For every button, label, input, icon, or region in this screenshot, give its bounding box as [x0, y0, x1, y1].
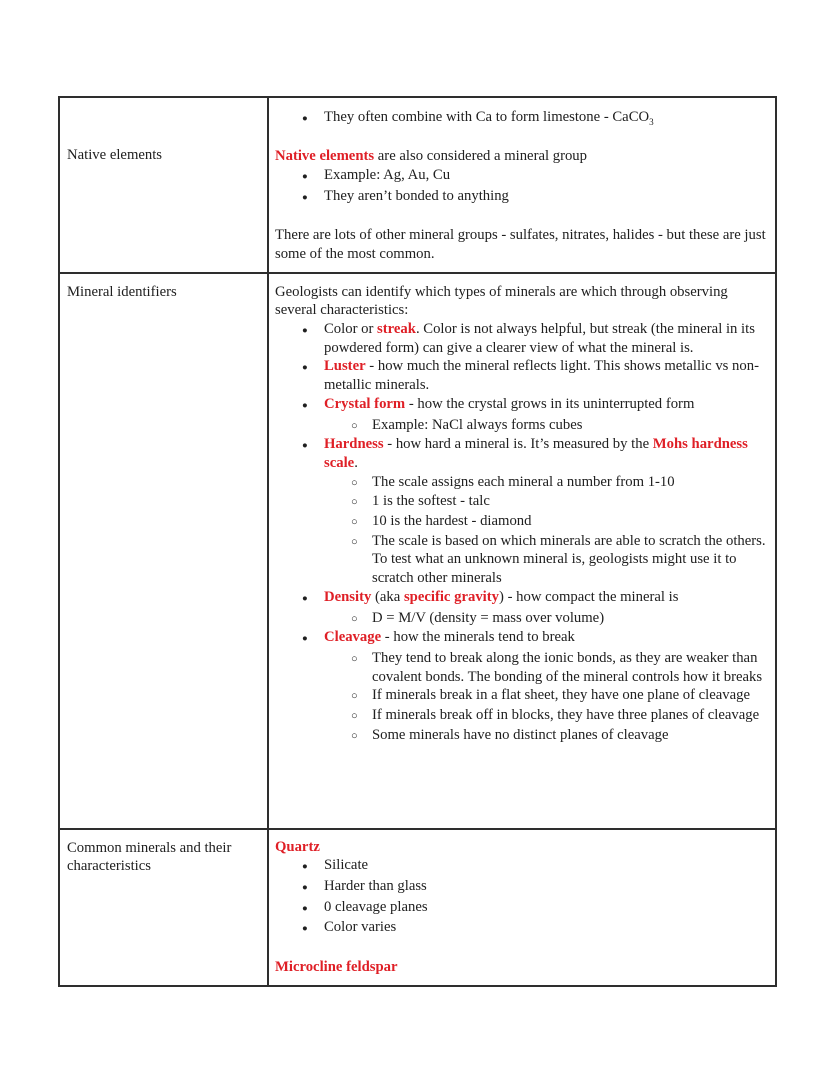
- text-content: [324, 628, 767, 647]
- text-content: [275, 839, 320, 855]
- text-run: Example: NaCl always forms cubes: [372, 416, 583, 433]
- sub-bullet-item: [275, 532, 767, 588]
- bullet-item: [275, 898, 767, 919]
- table-row: [60, 830, 775, 985]
- text-run: The scale assigns each mineral a number from 1-10: [372, 473, 675, 490]
- row-label-cell: [60, 98, 269, 272]
- text-run: - how much the mineral reflects light. This shows metallic vs non-metallic minerals.: [324, 358, 759, 394]
- sub-bullet-item: [275, 416, 767, 436]
- bullet-icon: ●: [302, 326, 308, 336]
- key-term: streak: [377, 321, 416, 337]
- text-run: .: [354, 454, 358, 471]
- blank-line: [275, 129, 767, 148]
- circle-icon: ○: [351, 729, 358, 742]
- sub-bullet-item: [275, 492, 767, 512]
- bullet-item: [275, 628, 767, 649]
- text-run: - how hard a mineral is. It’s measured by the: [383, 436, 653, 453]
- bullet-icon: ●: [302, 924, 308, 935]
- text-content: [372, 609, 767, 628]
- circle-icon: ○: [351, 516, 358, 529]
- text-run: 1 is the softest - talc: [372, 493, 490, 510]
- row-content-cell: [269, 274, 775, 828]
- text-content: [372, 706, 767, 725]
- circle-icon: ○: [351, 710, 358, 723]
- bullet-icon: ●: [302, 862, 308, 873]
- key-term: Microcline feldspar: [275, 958, 398, 975]
- bullet-item: [275, 320, 767, 357]
- key-term: Crystal form: [324, 395, 406, 412]
- bullet-item: [275, 187, 767, 208]
- paragraph: [275, 958, 767, 977]
- key-term: Mohs hardness scale: [324, 436, 748, 471]
- text-content: [324, 395, 767, 414]
- bullet-item: [275, 108, 767, 129]
- table-row: [60, 98, 775, 274]
- bullet-item: [275, 588, 767, 609]
- text-content: [372, 726, 767, 745]
- text-content: [324, 357, 767, 394]
- table-row: [60, 274, 775, 830]
- text-content: [324, 856, 767, 875]
- text-run: They tend to break along the ionic bonds, as they are weaker than covalent bonds. The bonding of the mineral controls how it breaks: [372, 649, 763, 685]
- bullet-icon: ●: [302, 903, 308, 914]
- text-run: . Color is not always helpful, but streak (the mineral in its powdered form) can give a clearer view of what the mineral is.: [324, 321, 755, 356]
- bullet-icon: ●: [302, 883, 308, 893]
- text-run: If minerals break off in blocks, they have three planes of cleavage: [372, 707, 760, 724]
- text-run: There are lots of other mineral groups - sulfates, nitrates, halides - but these are just some of the most common.: [275, 227, 766, 262]
- text-content: [372, 532, 767, 588]
- circle-icon: ○: [351, 690, 358, 703]
- sub-bullet-item: [275, 726, 767, 746]
- row-label: Mineral identifiers: [67, 283, 177, 300]
- row-label-cell: [60, 830, 269, 985]
- paragraph: [275, 838, 767, 857]
- paragraph: [275, 147, 767, 166]
- bullet-icon: ●: [302, 593, 308, 604]
- text-content: [324, 166, 767, 185]
- bullet-icon: ●: [302, 634, 308, 645]
- text-content: [324, 187, 767, 206]
- key-term: Luster: [324, 358, 366, 375]
- text-run: Geologists can identify which types of minerals are which through observing several characteristics:: [275, 283, 728, 319]
- key-term: Density: [324, 588, 372, 605]
- sub-bullet-item: [275, 706, 767, 726]
- text-run: They often combine with Ca to form limestone - CaCO: [324, 109, 650, 125]
- bullet-icon: ●: [302, 114, 308, 124]
- text-run: Harder than glass: [324, 878, 427, 894]
- text-content: [372, 512, 767, 531]
- text-content: [324, 588, 767, 607]
- bullet-item: [275, 166, 767, 187]
- text-run: Some minerals have no distinct planes of cleavage: [372, 726, 669, 743]
- bullet-item: [275, 357, 767, 394]
- text-content: [275, 284, 728, 319]
- bullet-item: [275, 435, 767, 472]
- text-run: The scale is based on which minerals are able to scratch the others. To test what an unknown mineral is, geologists might use it to scratch other minerals: [372, 532, 766, 587]
- text-run: Color varies: [324, 919, 397, 936]
- row-label: Common minerals and their characteristics: [67, 839, 232, 875]
- circle-icon: ○: [351, 612, 358, 625]
- row-content-cell: [269, 98, 775, 272]
- bullet-item: [275, 395, 767, 416]
- key-term: Hardness: [324, 436, 384, 453]
- circle-icon: ○: [351, 419, 358, 432]
- text-content: [372, 473, 767, 492]
- key-term: Quartz: [275, 838, 320, 855]
- row-label-cell: [60, 274, 269, 828]
- text-content: [324, 918, 767, 937]
- sub-bullet-item: [275, 649, 767, 686]
- notes-table: [58, 96, 777, 987]
- bullet-item: [275, 877, 767, 898]
- key-term: specific gravity: [403, 588, 499, 605]
- bullet-icon: ●: [302, 441, 308, 452]
- text-run: Color or: [324, 321, 378, 337]
- text-run: Example: Ag, Au, Cu: [324, 167, 451, 184]
- text-run: They aren’t bonded to anything: [324, 187, 509, 204]
- text-run: 3: [649, 116, 654, 127]
- text-content: [372, 686, 767, 705]
- text-content: [324, 435, 767, 472]
- text-content: [324, 108, 767, 127]
- text-content: [275, 227, 766, 262]
- text-run: are also considered a mineral group: [374, 148, 587, 165]
- text-run: - how the crystal grows in its uninterrupted form: [405, 395, 695, 412]
- text-run: - how the minerals tend to break: [381, 629, 575, 646]
- text-run: (aka: [371, 588, 404, 605]
- text-content: [324, 320, 767, 357]
- sub-bullet-item: [275, 512, 767, 532]
- text-content: [324, 898, 767, 917]
- blank-line: [275, 208, 767, 227]
- key-term: Native elements: [275, 148, 375, 165]
- bullet-item: [275, 918, 767, 939]
- paragraph: [275, 283, 767, 320]
- bullet-icon: ●: [302, 192, 308, 203]
- sub-bullet-item: [275, 686, 767, 706]
- text-content: [372, 649, 767, 686]
- row-label: Native elements: [67, 147, 163, 163]
- circle-icon: ○: [351, 476, 358, 489]
- text-run: If minerals break in a flat sheet, they have one plane of cleavage: [372, 687, 751, 704]
- key-term: Cleavage: [324, 629, 382, 646]
- sub-bullet-item: [275, 609, 767, 629]
- text-run: ) - how compact the mineral is: [499, 588, 679, 605]
- text-content: [324, 877, 767, 896]
- bullet-icon: ●: [302, 363, 308, 374]
- circle-icon: ○: [351, 496, 358, 509]
- text-run: D = M/V (density = mass over volume): [372, 609, 605, 626]
- bullet-icon: ●: [302, 400, 308, 411]
- bullet-item: [275, 856, 767, 877]
- blank-line: [275, 939, 767, 958]
- sub-bullet-item: [275, 473, 767, 493]
- circle-icon: ○: [351, 535, 358, 548]
- text-content: [372, 492, 767, 511]
- text-run: 10 is the hardest - diamond: [372, 513, 532, 530]
- text-run: Silicate: [324, 857, 369, 874]
- text-run: 0 cleavage planes: [324, 898, 428, 915]
- bullet-icon: ●: [302, 172, 308, 183]
- text-content: [275, 959, 398, 975]
- text-content: [372, 416, 767, 435]
- circle-icon: ○: [351, 652, 358, 665]
- row-content-cell: [269, 830, 775, 985]
- paragraph: [275, 226, 767, 263]
- text-content: [275, 148, 587, 164]
